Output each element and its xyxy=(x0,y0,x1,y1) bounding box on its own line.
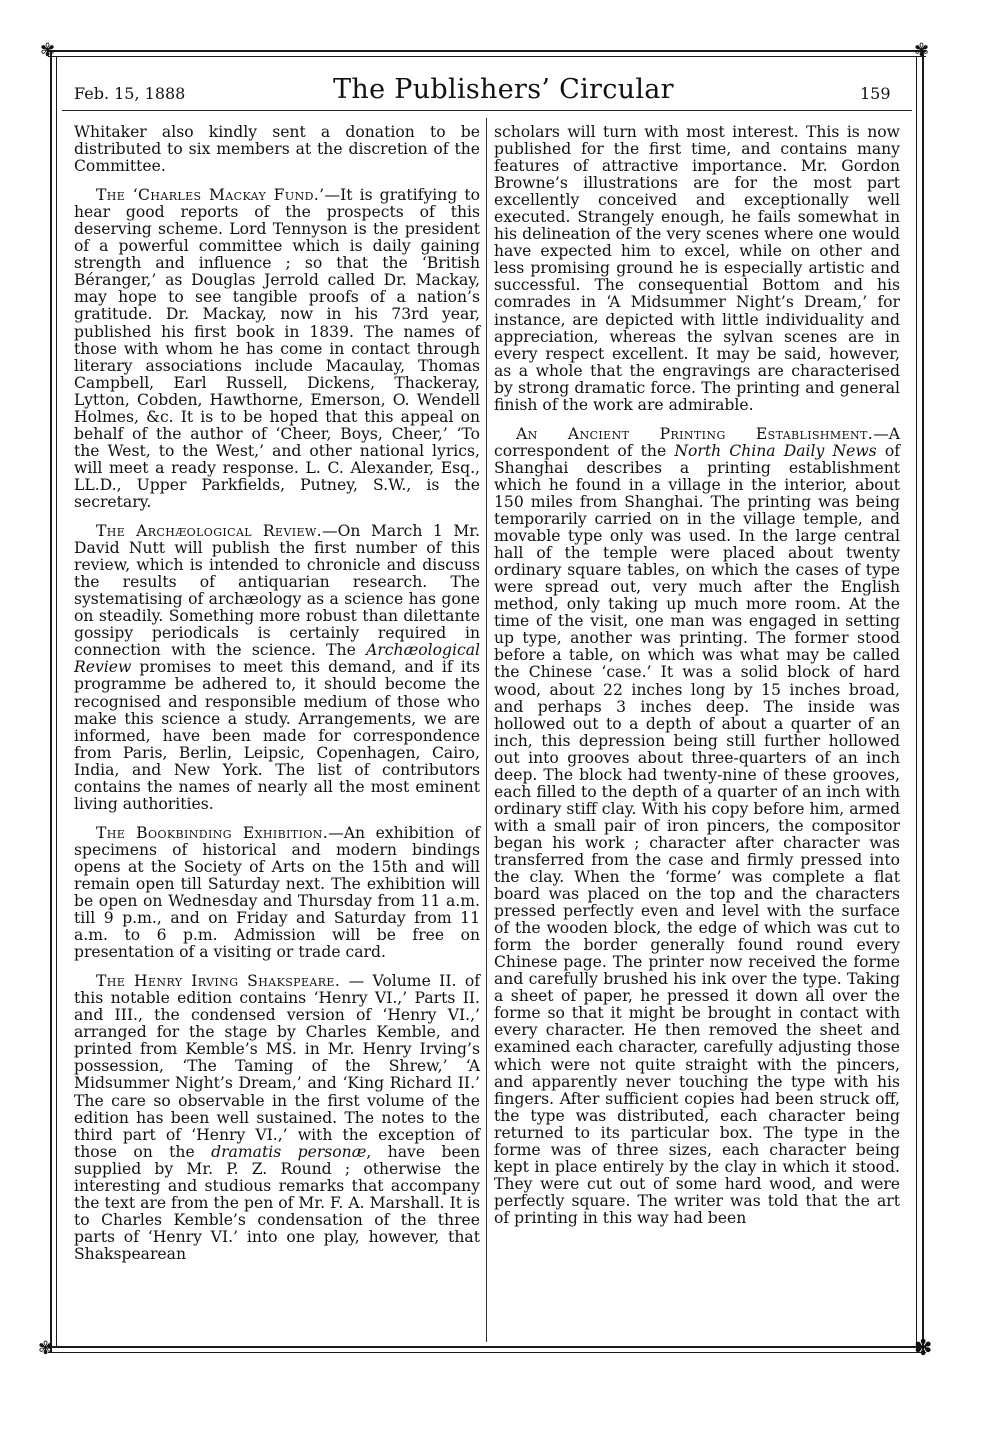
article-archaeological-review xyxy=(74,523,480,813)
article-heading: An Ancient Printing Establishment. xyxy=(516,424,874,443)
issue-date: Feb. 15, 1888 xyxy=(74,84,186,103)
article-heading: The Archæological Review. xyxy=(96,522,323,541)
corner-ornament-icon: ✾ xyxy=(914,40,930,61)
frame-top-rule xyxy=(48,50,926,52)
article-heading: The ‘Charles Mackay Fund.’ xyxy=(96,186,325,205)
corner-ornament-icon: ✾ xyxy=(38,1338,54,1359)
frame-top-inner-rule xyxy=(48,56,926,57)
article-body: —An exhibition of specimens of historical and modern bindings opens at the Society of Arts on the 15th and will remain open till Saturday next. The exhibition will be open on Wednesday and Thursday from 11 a.m. till 9 p.m., and on Friday and Saturday from 11 a.m. to 6 p.m. Admission will be free on presentation of a visiting or trade card. xyxy=(74,823,480,962)
left-column xyxy=(74,124,480,1263)
article-body: of Shanghai describes a printing establishment which he found in a village in the interior, about 150 miles from Shanghai. The printing was being temporarily carried on in the village temple, and movable type only was used. In the large central hall of the temple were placed about twenty ordinary square tables, on which the cases of type were spread out, very much after the English method, only taking up much more room. At the time of the visit, one man was engaged in setting up type, another was printing. The former stood before a table, on which was what may be called the Chinese ‘case.’ It was a solid block of hard wood, about 22 inches long by 15 inches broad, and perhaps 3 inches deep. The inside was hollowed out to a depth of about a quarter of an inch, this depression being still further hollowed out into grooves about three-quarters of an inch deep. The block had twenty-nine of these grooves, each filled to the depth of a quarter of an inch with ordinary stiff clay. With his copy before him, armed with a small pair of iron pincers, the compositor began his work ; character after character was transferred from the case and firmly pressed into the clay. When the ‘forme’ was complete a flat board was placed on the top and the characters pressed perfectly even and level with the surface of the wooden block, the edge of which was cut to form the border generally found round every Chinese page. The printer now received the forme and carefully brushed his ink over the type. Taking a sheet of paper, he pressed it down all over the forme so that it might be brought in contact with every character. He then removed the sheet and examined each character, carefully adjusting those which were not quite straight with the pincers, and apparently never touching the type with his fingers. After sufficient copies had been struck off, the type was distributed, each character being returned to its particular box. The type in the forme was of three sizes, each character being kept in place entirely by the clay in which it stood. They were cut out of some hard wood, and were perfectly square. The writer was told that the art of printing in this way had been xyxy=(494,441,901,1227)
article-heading: The Henry Irving Shakspeare. xyxy=(96,972,341,991)
header-rule xyxy=(62,110,912,111)
article-italic-title: Archæological Review xyxy=(74,641,480,677)
publication-title: The Publishers’ Circular xyxy=(333,74,674,105)
article-continuation: scholars will turn with most interest. This is now published for the first time, and contains many features of attractive importance. Mr. Gordon Browne’s illustrations are for the most part excellently conceived and exceptionally well executed. Strangely enough, he fails somewhat in his delineation of the very scenes where one would have expected him to excel, while on other and less promising ground he is especially artistic and successful. The consequential Bottom and his comrades in ‘A Midsummer Night’s Dream,’ for instance, are depicted with little individuality and appreciation, whereas the sylvan scenes are in every respect excellent. It may be said, however, as a whole that the engravings are characterised by strong dramatic force. The printing and general finish of the work are admirable. xyxy=(494,123,900,414)
article-heading: The Bookbinding Exhibition. xyxy=(96,823,329,842)
frame-left-rule xyxy=(50,50,52,1352)
frame-right-rule xyxy=(922,50,924,1352)
right-column xyxy=(494,124,900,1227)
frame-bottom-inner-rule xyxy=(48,1352,926,1353)
article-bookbinding-exhibition xyxy=(74,825,480,961)
article-body: —On March 1 Mr. David Nutt will publish the first number of this review, which is intended to chronicle and discuss the results of antiquarian research. The systematising of archæology as a science has gone on steadily. Something more robust than dilettante gossipy periodicals is certainly required in connection with the science. The xyxy=(74,522,480,660)
article-henry-irving-shakspeare xyxy=(74,973,480,1263)
page-number: 159 xyxy=(860,84,891,103)
article-body: — Volume II. of this notable edition contains ‘Henry VI.,’ Parts II. and III., the condensed version of ‘Henry VI.,’ arranged for the stage by Charles Kemble, and printed from Kemble’s MS. in Mr. Henry Irving’s possession, ‘The Taming of the Shrew,’ ‘A Midsummer Night’s Dream,’ and ‘King Richard II.’ The care so observable in the first volume of the edition has been well sustained. The notes to the third part of ‘Henry VI.,’ with the exception of those on the xyxy=(74,972,480,1161)
article-charles-mackay-fund xyxy=(74,187,480,511)
article-body: promises to meet this demand, and if its programme be adhered to, it should become the recognised and responsible medium of those who make this science a study. Arrangements, we are informed, have been made for correspondence from Paris, Berlin, Leipsic, Copenhagen, Cairo, India, and New York. The list of contributors contains the names of nearly all the most eminent living authorities. xyxy=(74,658,480,813)
article-ancient-printing-establishment xyxy=(494,426,900,1227)
corner-ornament-icon: ✽ xyxy=(914,1336,933,1361)
frame-right-inner-rule xyxy=(916,56,917,1348)
article-italic-title: North China Daily News xyxy=(674,441,877,460)
article-body: , have been supplied by Mr. P. Z. Round ; otherwise the interesting and studious remarks that accompany the text are from the pen of Mr. F. A. Marshall. It is to Charles Kemble’s condensation of the three parts of ‘Henry VI.’ into one play, however, that Shakspearean xyxy=(74,1142,480,1263)
article-body: —A correspondent of the xyxy=(494,424,900,460)
frame-bottom-rule xyxy=(48,1346,926,1348)
frame-left-inner-rule xyxy=(56,56,57,1348)
article-italic-term: dramatis personæ xyxy=(211,1142,367,1161)
article-body: —It is gratifying to hear good reports of the prospects of this deserving scheme. Lord Tennyson is the president of a powerful committee which is daily gaining strength and influence ; so that the ‘British Béranger,’ as Douglas Jerrold called Dr. Mackay, may hope to see tangible proofs of a nation’s gratitude. Dr. Mackay, now in his 73rd year, published his first book in 1839. The names of those with whom he has come in contact through literary associations include Macaulay, Thomas Campbell, Earl Russell, Dickens, Thackeray, Lytton, Cobden, Hawthorne, Emerson, O. Wendell Holmes, &c. It is to be hoped that this appeal on behalf of the author of ‘Cheer, Boys, Cheer,’ ‘To the West, to the West,’ and other national lyrics, will meet a ready response. L. C. Alexander, Esq., LL.D., Upper Parkfields, Putney, S.W., is the secretary. xyxy=(74,186,480,511)
column-divider xyxy=(486,118,487,1342)
article-continuation: Whitaker also kindly sent a donation to be distributed to six members at the discretion of the Committee. xyxy=(74,123,480,176)
corner-ornament-icon: ✾ xyxy=(40,40,56,61)
